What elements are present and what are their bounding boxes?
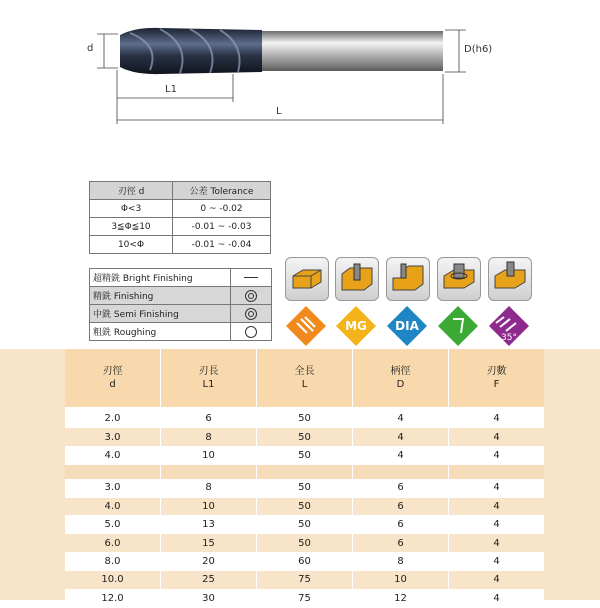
table-row [90, 236, 271, 254]
dim-dh6-label: D(h6) [464, 44, 493, 55]
table-row: 3.0 8 50 4 4 [65, 428, 544, 446]
table-row: 6.0 15 50 6 4 [65, 534, 544, 552]
tolerance-range: 10<Φ [90, 236, 173, 254]
helix-angle-label: 35° [501, 333, 517, 343]
tolerance-table [89, 181, 271, 254]
tolerance-header-row [90, 182, 271, 200]
finishing-table [89, 268, 272, 341]
plunge-milling-icon [488, 257, 532, 301]
header-shank-diameter: 柄徑 D [353, 349, 449, 409]
spec-table [65, 349, 544, 608]
table-row [90, 323, 272, 341]
table-row: 10.0 25 75 10 4 [65, 571, 544, 589]
green-icon [437, 305, 479, 347]
shank [240, 31, 443, 71]
left-strip [0, 349, 65, 600]
tolerance-value: -0.01 ~ -0.03 [173, 218, 271, 236]
orange-hatch-icon [285, 305, 327, 347]
finishing-label: 中銑 Semi Finishing [90, 305, 231, 323]
dim-l1-label: L1 [165, 84, 177, 95]
table-row: 4.0 10 50 4 4 [65, 446, 544, 464]
dia-label: DIA [395, 319, 419, 333]
endmill-drawing [0, 0, 600, 135]
slot-milling-icon [335, 257, 379, 301]
side-milling-icon [285, 257, 329, 301]
table-row [90, 287, 272, 305]
table-row [90, 269, 272, 287]
group-separator [65, 465, 544, 480]
tolerance-range: Φ<3 [90, 200, 173, 218]
header-flutes: 刃數 F [449, 349, 545, 409]
pocket-milling-icon [437, 257, 481, 301]
table-row: 8.0 20 60 8 4 [65, 552, 544, 570]
finishing-label: 精銑 Finishing [90, 287, 231, 305]
table-row [90, 200, 271, 218]
flutes [120, 28, 262, 74]
dim-l-label: L [276, 106, 282, 117]
table-row: 12.0 30 75 12 4 [65, 589, 544, 607]
header-cutting-length: 刃長 L1 [161, 349, 257, 409]
table-row: 4.0 10 50 6 4 [65, 497, 544, 515]
double-circle-icon [245, 308, 257, 320]
right-strip [540, 349, 600, 600]
finishing-label: 粗銑 Roughing [90, 323, 231, 341]
header-cutting-diameter: 刃徑 d [65, 349, 161, 409]
header-overall-length: 全長 L [257, 349, 353, 409]
double-circle-icon [245, 290, 257, 302]
circle-icon [245, 326, 257, 338]
tolerance-header-diameter: 刃徑 d [90, 182, 173, 200]
tolerance-value: -0.01 ~ -0.04 [173, 236, 271, 254]
table-row [90, 218, 271, 236]
table-row: 2.0 6 50 4 4 [65, 409, 544, 428]
tolerance-range: 3≦Φ≦10 [90, 218, 173, 236]
tolerance-value: 0 ~ -0.02 [173, 200, 271, 218]
step-milling-icon [386, 257, 430, 301]
dim-d-label: d [87, 43, 94, 54]
dash-icon [244, 277, 258, 278]
table-row: 3.0 8 50 6 4 [65, 479, 544, 497]
tolerance-header-tolerance: 公差 Tolerance [173, 182, 271, 200]
table-row: 5.0 13 50 6 4 [65, 515, 544, 533]
helix-35-icon [488, 305, 530, 347]
table-row [90, 305, 272, 323]
finishing-label: 超精銑 Bright Finishing [90, 269, 231, 287]
mg-label: MG [345, 319, 367, 333]
spec-header-row [65, 349, 544, 409]
